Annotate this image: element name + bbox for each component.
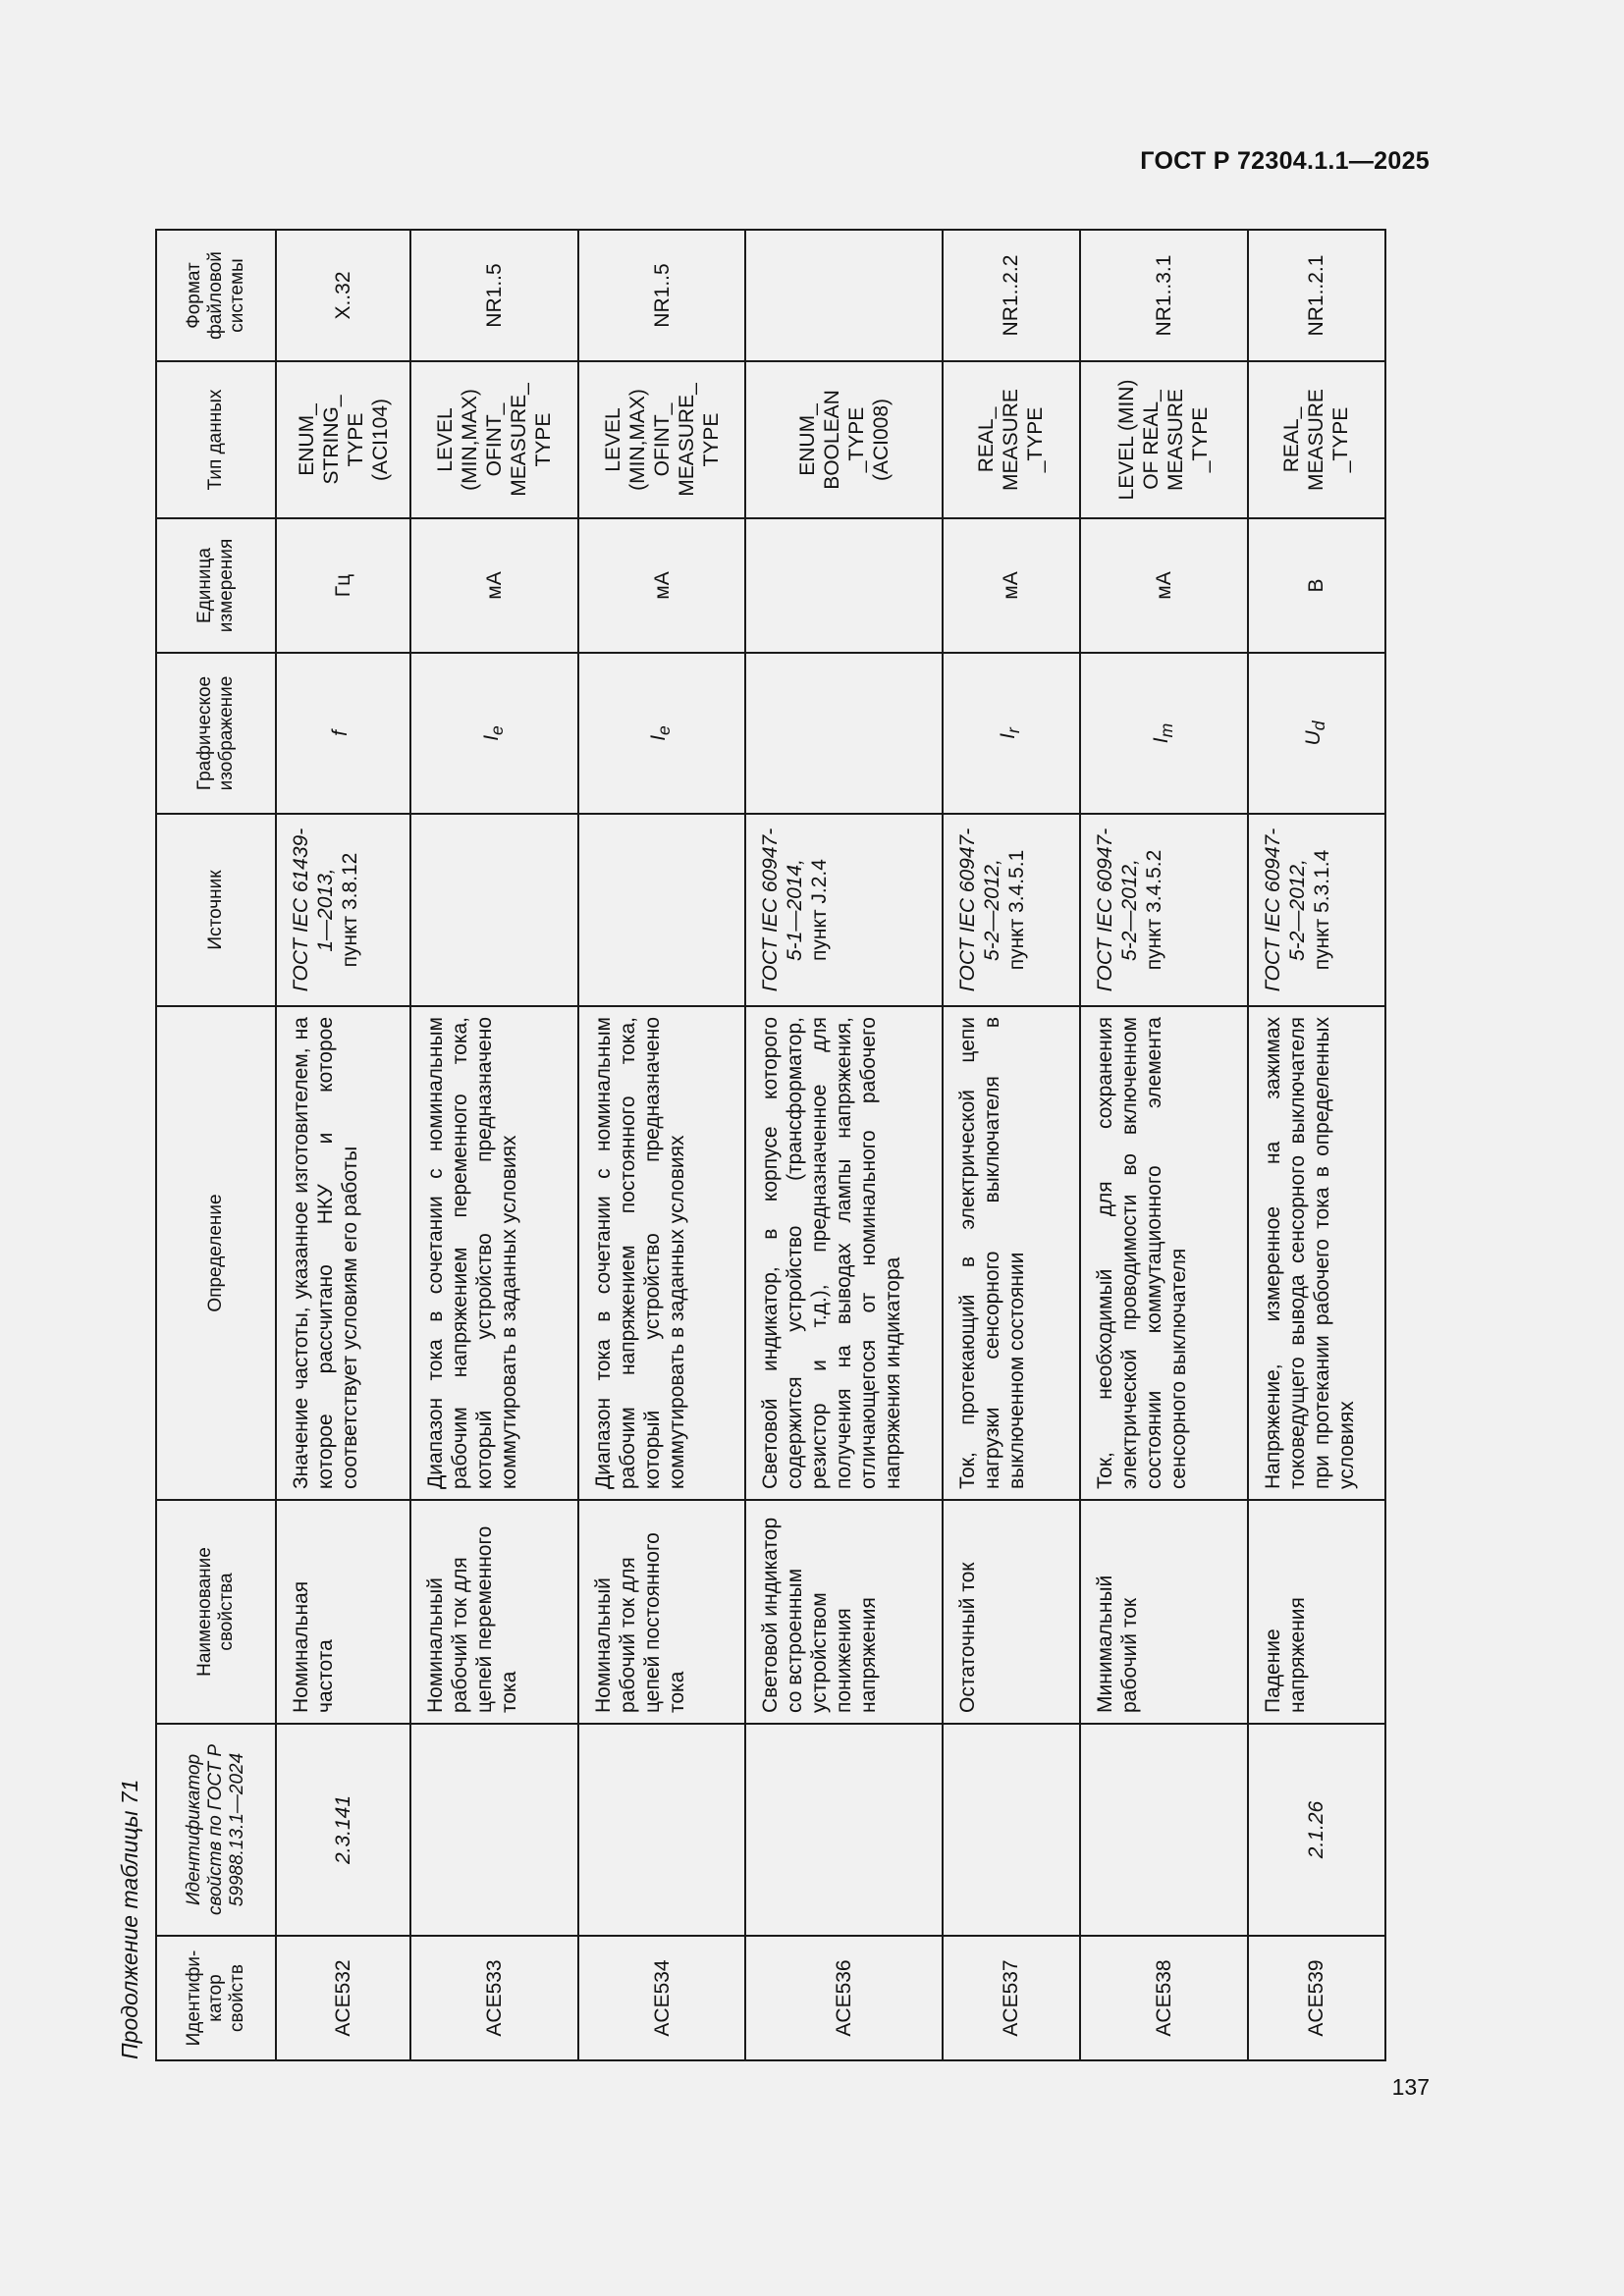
cell-property-name: Минимальный рабочий ток xyxy=(1080,1500,1247,1724)
properties-table xyxy=(155,229,1386,2061)
cell-definition: Ток, необходимый для сохранения электрической проводимости во включенном состоянии коммутационного элемента сенсорного выключателя xyxy=(1080,1006,1247,1500)
header-property-name: Наименование свойства xyxy=(156,1500,276,1724)
cell-datatype: LEVEL (MIN) OF REAL_ MEASURE _TYPE xyxy=(1080,361,1247,518)
source-document: ГОСТ IEC 60947-5-2—2012, xyxy=(955,828,1003,992)
cell-property-name: Номинальный рабочий ток для цепей постоянного тока xyxy=(578,1500,745,1724)
symbol-subscript: d xyxy=(1309,721,1329,731)
document-header: ГОСТ Р 72304.1.1—2025 xyxy=(1140,147,1430,175)
cell-definition: Диапазон тока в сочетании с номинальным рабочим напряжением переменного тока, который устройство предназначено коммутировать в заданных условиях xyxy=(410,1006,577,1500)
symbol-subscript: m xyxy=(1156,722,1176,738)
cell-gost-id xyxy=(578,1724,745,1936)
source-document: ГОСТ IEC 60947-5-1—2014, xyxy=(759,828,807,992)
symbol-main: I xyxy=(647,734,671,741)
cell-property-name: Падение напряжения xyxy=(1248,1500,1385,1724)
symbol-main: U xyxy=(1302,730,1326,746)
cell-property-id: ACE534 xyxy=(578,1936,745,2060)
source-document: ГОСТ IEC 60947-5-2—2012, xyxy=(1261,828,1309,992)
cell-format: NR1..2.2 xyxy=(943,230,1080,361)
table-row xyxy=(1080,230,1247,2060)
cell-datatype: REAL_ MEASURE _TYPE xyxy=(943,361,1080,518)
source-clause: пункт 3.4.5.2 xyxy=(1143,849,1166,971)
cell-gost-id xyxy=(410,1724,577,1936)
cell-datatype: REAL_ MEASURE _TYPE xyxy=(1248,361,1385,518)
table-row xyxy=(410,230,577,2060)
symbol-main: f xyxy=(329,730,352,736)
cell-datatype: ENUM_ STRING_ TYPE (ACI104) xyxy=(276,361,410,518)
cell-property-name: Номинальный рабочий ток для цепей переменного тока xyxy=(410,1500,577,1724)
table-row xyxy=(943,230,1080,2060)
table-caption: Продолжение таблицы 71 xyxy=(117,1779,142,2059)
header-definition: Определение xyxy=(156,1006,276,1500)
cell-unit: мА xyxy=(410,518,577,653)
rotated-page-content xyxy=(108,0,1358,2061)
symbol-main: I xyxy=(997,733,1020,739)
cell-definition: Диапазон тока в сочетании с номинальным рабочим напряжением постоянного тока, который устройство предназначено коммутировать в заданных условиях xyxy=(578,1006,745,1500)
cell-datatype: LEVEL (MIN,MAX) OFINT_ MEASURE_ TYPE xyxy=(410,361,577,518)
cell-gost-id xyxy=(745,1724,943,1936)
cell-source xyxy=(276,814,410,1006)
cell-gost-id: 2.3.141 xyxy=(276,1724,410,1936)
header-gost-id: Идентификатор свойств по ГОСТ Р 59988.13.1—2024 xyxy=(156,1724,276,1936)
table-row xyxy=(745,230,943,2060)
cell-datatype: LEVEL (MIN,MAX) OFINT_ MEASURE_ TYPE xyxy=(578,361,745,518)
cell-graphic-symbol xyxy=(1080,653,1247,814)
cell-format: NR1..2.1 xyxy=(1248,230,1385,361)
symbol-subscript: e xyxy=(654,725,675,735)
source-clause: пункт J.2.4 xyxy=(808,859,832,961)
cell-source xyxy=(1248,814,1385,1006)
cell-definition: Ток, протекающий в электрической цепи нагрузки сенсорного выключателя в выключенном состоянии xyxy=(943,1006,1080,1500)
cell-gost-id: 2.1.26 xyxy=(1248,1724,1385,1936)
source-clause: пункт 3.4.5.1 xyxy=(1004,849,1028,971)
cell-property-id: ACE539 xyxy=(1248,1936,1385,2060)
cell-source xyxy=(745,814,943,1006)
symbol-subscript: r xyxy=(1003,727,1024,733)
cell-property-name: Световой индикатор со встроенным устройством понижения напряжения xyxy=(745,1500,943,1724)
symbol-subscript: e xyxy=(487,725,508,735)
source-document: ГОСТ IEC 61439-1—2013, xyxy=(290,828,337,992)
cell-definition: Световой индикатор, в корпусе которого содержится устройство (трансформатор, резистор и т.д.), предназначенное для получения на выводах лампы напряжения, отличающегося от номинального рабочего напряжения индикатора xyxy=(745,1006,943,1500)
cell-format: NR1..3.1 xyxy=(1080,230,1247,361)
cell-graphic-symbol xyxy=(1248,653,1385,814)
table-body xyxy=(276,230,1385,2060)
cell-source xyxy=(410,814,577,1006)
cell-gost-id xyxy=(1080,1724,1247,1936)
cell-format xyxy=(745,230,943,361)
cell-property-id: ACE536 xyxy=(745,1936,943,2060)
header-unit: Единица измерения xyxy=(156,518,276,653)
cell-source xyxy=(1080,814,1247,1006)
header-format: Формат файловой системы xyxy=(156,230,276,361)
source-clause: пункт 5.3.1.4 xyxy=(1310,849,1333,971)
header-source: Источник xyxy=(156,814,276,1006)
cell-graphic-symbol xyxy=(410,653,577,814)
table-row xyxy=(578,230,745,2060)
cell-format: NR1..5 xyxy=(578,230,745,361)
cell-definition: Напряжение, измеренное на зажимах токоведущего вывода сенсорного выключателя при протекании рабочего тока в определенных условиях xyxy=(1248,1006,1385,1500)
cell-property-id: ACE532 xyxy=(276,1936,410,2060)
properties-table-wrapper xyxy=(155,231,1386,2061)
symbol-main: I xyxy=(1149,737,1172,744)
symbol-main: I xyxy=(479,734,503,741)
cell-unit: мА xyxy=(943,518,1080,653)
cell-unit: Гц xyxy=(276,518,410,653)
cell-format: NR1..5 xyxy=(410,230,577,361)
table-row xyxy=(1248,230,1385,2060)
table-header-row xyxy=(156,230,276,2060)
header-graphic: Графическое изображение xyxy=(156,653,276,814)
page-number: 137 xyxy=(1391,2074,1430,2100)
cell-unit: мА xyxy=(578,518,745,653)
source-clause: пункт 3.8.12 xyxy=(339,852,361,968)
cell-source xyxy=(578,814,745,1006)
cell-unit: В xyxy=(1248,518,1385,653)
source-document: ГОСТ IEC 60947-5-2—2012, xyxy=(1094,828,1142,992)
cell-format: X..32 xyxy=(276,230,410,361)
cell-gost-id xyxy=(943,1724,1080,1936)
cell-graphic-symbol xyxy=(745,653,943,814)
header-datatype: Тип данных xyxy=(156,361,276,518)
table-row xyxy=(276,230,410,2060)
cell-property-name: Номинальная частота xyxy=(276,1500,410,1724)
cell-source xyxy=(943,814,1080,1006)
cell-unit: мА xyxy=(1080,518,1247,653)
cell-graphic-symbol xyxy=(578,653,745,814)
header-property-id: Идентифи-катор свойств xyxy=(156,1936,276,2060)
cell-definition: Значение частоты, указанное изготовителем, на которое рассчитано НКУ и которое соответствует условиям его работы xyxy=(276,1006,410,1500)
cell-property-name: Остаточный ток xyxy=(943,1500,1080,1724)
cell-graphic-symbol xyxy=(943,653,1080,814)
cell-unit xyxy=(745,518,943,653)
cell-property-id: ACE537 xyxy=(943,1936,1080,2060)
cell-graphic-symbol xyxy=(276,653,410,814)
cell-property-id: ACE533 xyxy=(410,1936,577,2060)
cell-property-id: ACE538 xyxy=(1080,1936,1247,2060)
cell-datatype: ENUM_ BOOLEAN _TYPE (ACI008) xyxy=(745,361,943,518)
